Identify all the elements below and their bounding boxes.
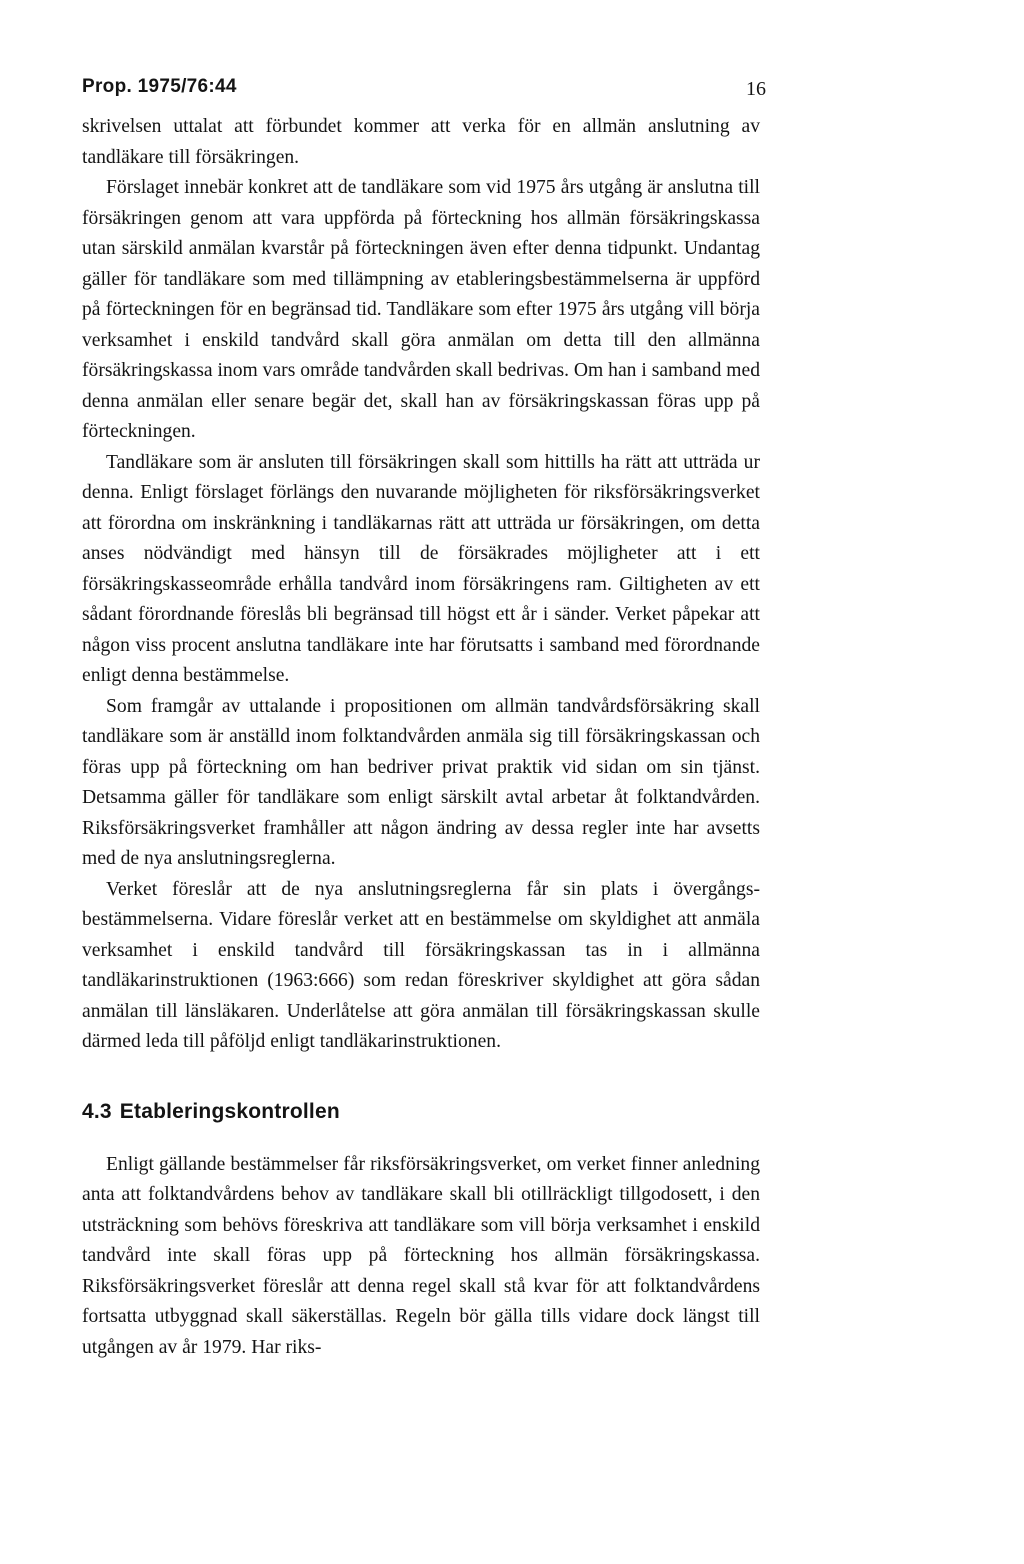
paragraph-transitional-provisions: Verket föreslår att de nya anslutningsreglerna får sin plats i övergångsbestämmelserna. Vidare föreslår verket att en bestämmelse om skyldighet att anmäla verksamhet i enskild tandvård till försäkringskassan tas in i allmänna tandläkarinstruktionen (1963:666) som redan föreskriver skyldighet att göra sådan anmälan till länsläkaren. Underlåtelse att göra anmälan till försäkringskassan skulle därmed leda till påföljd enligt tandläkarinstruktionen. [82,878,760,1052]
section-title: Etableringskontrollen [119,1099,340,1123]
section-heading [82,1100,760,1124]
page-header [82,72,766,112]
page-number: 16 [746,78,766,100]
paragraph-withdrawal: Tandläkare som är ansluten till försäkringen skall som hittills ha rätt att utträda ur denna. Enligt förslaget förlängs den nuvarande möjligheten för riksförsäkringsverket att förordna om inskränkning i tandläkarnas rätt att utträda ur försäkringen, om detta anses nödvändigt med hänsyn till de försäkrades möjligheter att i ett försäkringskasseområde erhålla tandvård inom försäkringens ram. Giltigheten av ett sådant förordnande föreslås bli begränsad till högst ett år i sänder. Verket påpekar att någon viss procent anslutna tandläkare inte har förutsatts i samband med förordnande enligt denna bestämmelse. [82,451,760,686]
paragraph-continuation: skrivelsen uttalat att förbundet kommer att verka för en allmän anslutning av tandläkare till försäkringen. [82,116,760,168]
paragraph-public-dental-service: Som framgår av uttalande i propositionen om allmän tandvårdsförsäkring skall tandläkare som är anställd inom folktandvården anmäla sig till försäkringskassan och föras upp på förteckning om han bedriver privat praktik vid sidan om sin tjänst. Detsamma gäller för tandläkare som enligt särskilt avtal arbetar åt folktandvården. Riksförsäkringsverket framhåller att någon ändring av dessa regler inte har avsetts med de nya anslutningsreglerna. [82,695,760,869]
document-page [82,72,766,1363]
paragraph-proposal: Förslaget innebär konkret att de tandläkare som vid 1975 års utgång är anslutna till försäkringen genom att vara uppförda på förteckning hos allmän försäkringskassa utan särskild anmälan kvarstår på förteckningen även efter denna tidpunkt. Undantag gäller för tandläkare som med tillämpning av etableringsbestämmelserna är uppförd på förteckningen för en begränsad tid. Tandläkare som efter 1975 års utgång vill börja verksamhet i enskild tandvård skall göra anmälan om detta till den allmänna försäkringskassa inom vars område tandvården skall bedrivas. Om han i samband med denna anmälan eller senare begär det, skall han av försäkringskassan föras upp på förteckningen. [82,177,760,442]
body-text [82,112,760,1363]
document-reference: Prop. 1975/76:44 [82,76,237,97]
paragraph-establishment-control: Enligt gällande bestämmelser får riksförsäkringsverket, om verket finner anledning anta att folktandvårdens behov av tandläkare skall bli otillräckligt tillgodosett, i den utsträckning som behövs föreskriva att tandläkare som vill börja verksamhet i enskild tandvård inte skall föras upp på förteckning hos allmän försäkringskassa. Riksförsäkringsverket föreslår att denna regel skall stå kvar för att folktandvårdens fortsatta utbyggnad skall säkerställas. Regeln bör gälla tills vidare dock längst till utgången av år 1979. Har riks- [82,1153,760,1358]
section-number: 4.3 [82,1099,112,1123]
